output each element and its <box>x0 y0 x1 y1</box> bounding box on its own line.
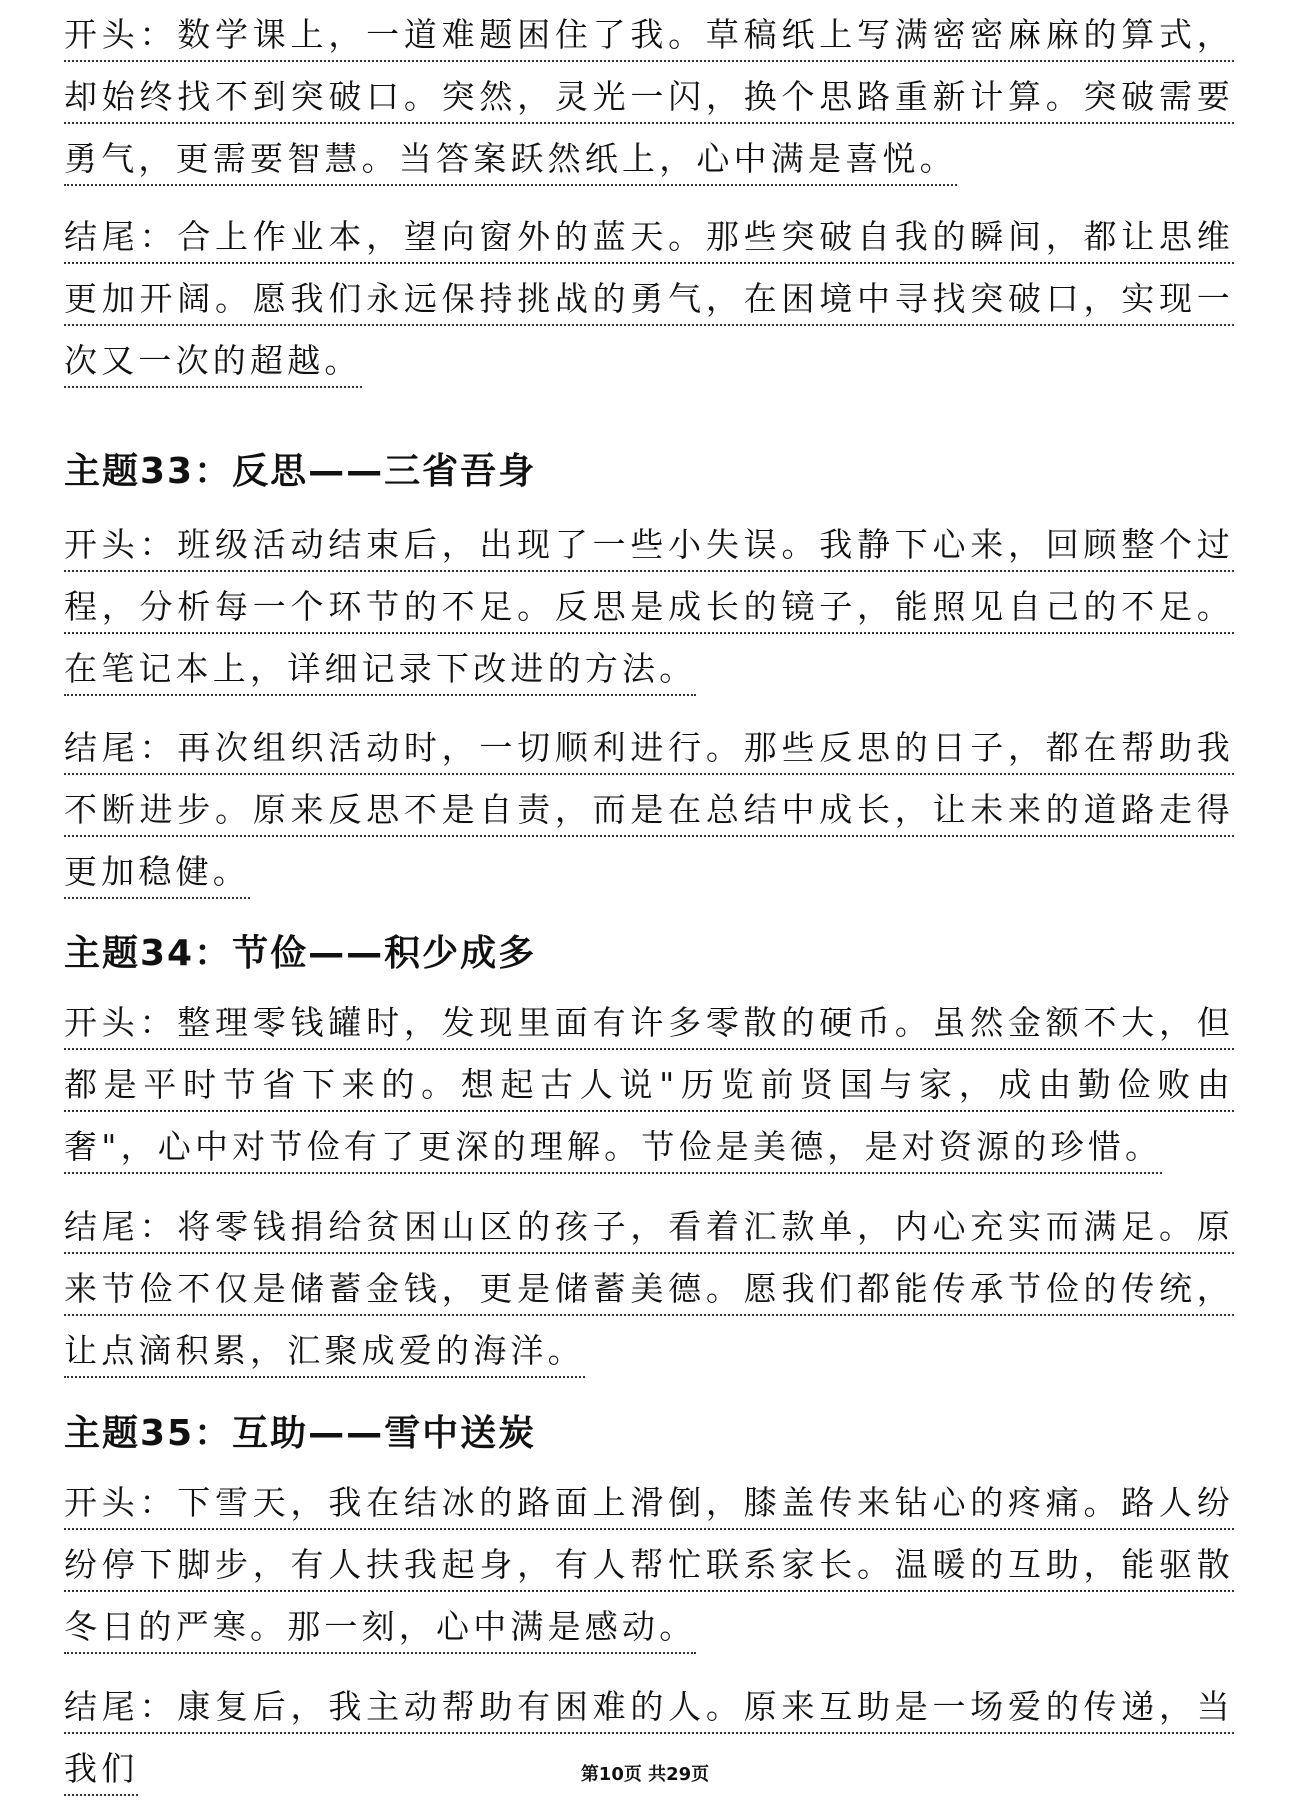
paragraph-ending-thrift <box>64 1196 1234 1382</box>
paragraph-text <box>64 514 1234 700</box>
paragraph-ending-reflection <box>64 717 1234 903</box>
topic-heading-34: 主题34：节俭——积少成多 <box>64 933 537 974</box>
paragraph-text <box>64 1472 1234 1658</box>
paragraph-text <box>64 992 1234 1178</box>
paragraph-opening-thrift <box>64 992 1234 1178</box>
paragraph-underlined-text: 开头：数学课上，一道难题困住了我。草稿纸上写满密密麻麻的算式，却始终找不到突破口。突然，灵光一闪，换个思路重新计算。突破需要勇气，更需要智慧。当答案跃然纸上，心中满是喜悦。 <box>64 15 1234 186</box>
topic-heading-35: 主题35：互助——雪中送炭 <box>64 1413 537 1454</box>
paragraph-ending-breakthrough <box>64 206 1234 392</box>
paragraph-underlined-text: 结尾：将零钱捐给贫困山区的孩子，看着汇款单，内心充实而满足。原来节俭不仅是储蓄金钱，更是储蓄美德。愿我们都能传承节俭的传统，让点滴积累，汇聚成爱的海洋。 <box>64 1207 1234 1378</box>
paragraph-opening-reflection <box>64 514 1234 700</box>
paragraph-underlined-text: 结尾：再次组织活动时，一切顺利进行。那些反思的日子，都在帮助我不断进步。原来反思不是自责，而是在总结中成长，让未来的道路走得更加稳健。 <box>64 728 1234 899</box>
paragraph-underlined-text: 开头：班级活动结束后，出现了一些小失误。我静下心来，回顾整个过程，分析每一个环节的不足。反思是成长的镜子，能照见自己的不足。在笔记本上，详细记录下改进的方法。 <box>64 525 1234 696</box>
page-number-footer: 第10页 共29页 <box>580 1764 710 1785</box>
paragraph-underlined-text: 开头：整理零钱罐时，发现里面有许多零散的硬币。虽然金额不大，但都是平时节省下来的。想起古人说"历览前贤国与家，成由勤俭败由奢"，心中对节俭有了更深的理解。节俭是美德，是对资源的珍惜。 <box>64 1003 1234 1174</box>
paragraph-text <box>64 206 1234 392</box>
paragraph-opening-mutual-aid <box>64 1472 1234 1658</box>
paragraph-text <box>64 4 1234 190</box>
paragraph-opening-breakthrough <box>64 4 1234 190</box>
paragraph-underlined-text: 开头：下雪天，我在结冰的路面上滑倒，膝盖传来钻心的疼痛。路人纷纷停下脚步，有人扶我起身，有人帮忙联系家长。温暖的互助，能驱散冬日的严寒。那一刻，心中满是感动。 <box>64 1483 1234 1654</box>
paragraph-text <box>64 717 1234 903</box>
paragraph-text <box>64 1196 1234 1382</box>
topic-heading-33: 主题33：反思——三省吾身 <box>64 451 537 492</box>
paragraph-underlined-text: 结尾：合上作业本，望向窗外的蓝天。那些突破自我的瞬间，都让思维更加开阔。愿我们永远保持挑战的勇气，在困境中寻找突破口，实现一次又一次的超越。 <box>64 217 1234 388</box>
paragraph-underlined-text: 结尾：康复后，我主动帮助有困难的人。原来互助是一场爱的传递，当我们 <box>64 1687 1234 1796</box>
